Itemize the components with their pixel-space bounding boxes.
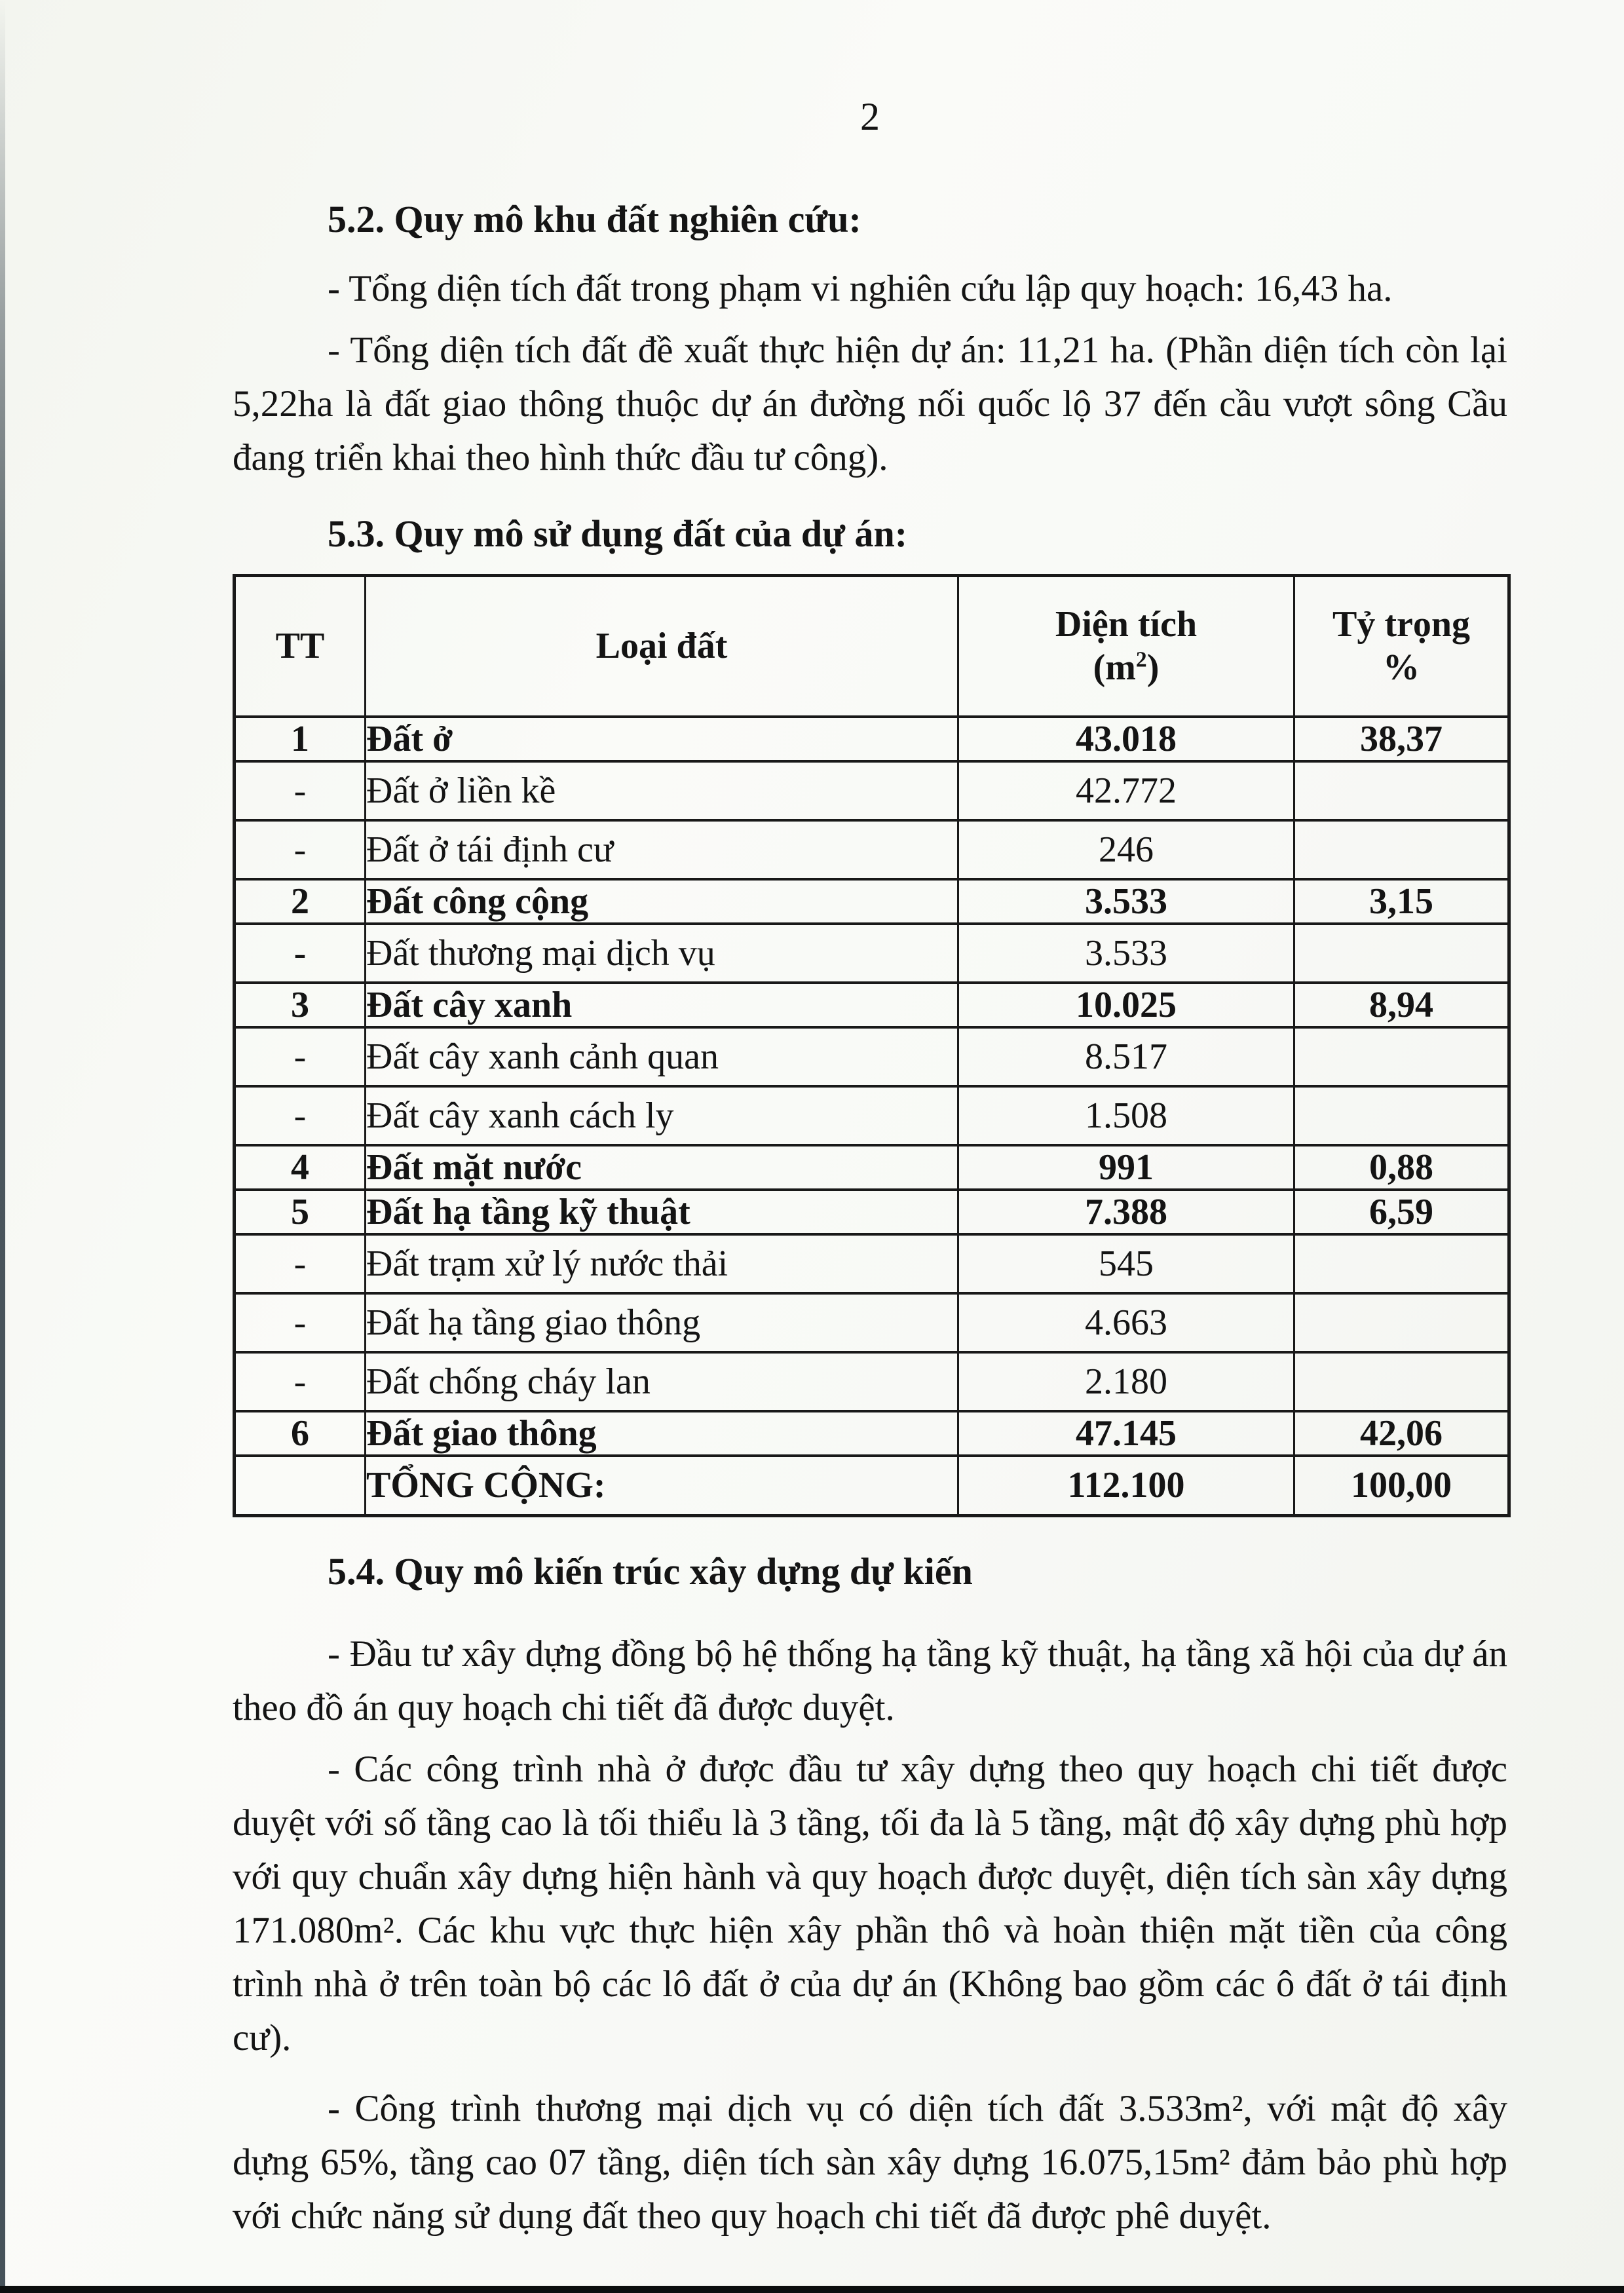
row-area: 1.508: [958, 1086, 1294, 1145]
row-tt: 6: [235, 1411, 366, 1456]
row-tt: [235, 1456, 366, 1516]
scan-bottom-edge: [0, 2286, 1624, 2293]
header-area-line1: Diện tích: [1055, 604, 1198, 645]
header-ratio-line2: %: [1383, 647, 1420, 689]
row-tt: 2: [235, 879, 366, 924]
section-5-2-item-1: - Tổng diện tích đất trong phạm vi nghiên cứu lập quy hoạch: 16,43 ha.: [328, 268, 1393, 309]
header-cell-ratio: [1294, 576, 1509, 717]
table-row: [235, 761, 1509, 820]
row-label: Đất hạ tầng giao thông: [366, 1293, 958, 1352]
section-5-4-paragraph-1: - Đầu tư xây dựng đồng bộ hệ thống hạ tầng kỹ thuật, hạ tầng xã hội của dự án theo đồ án quy hoạch chi tiết đã được duyệt.: [233, 1633, 1507, 1728]
row-pct: [1294, 820, 1509, 879]
table-row: [235, 924, 1509, 983]
table-row: [235, 1145, 1509, 1190]
row-label: Đất mặt nước: [366, 1145, 958, 1190]
row-tt: -: [235, 1352, 366, 1411]
table-row: [235, 1234, 1509, 1293]
table-row: [235, 983, 1509, 1027]
row-pct: [1294, 1234, 1509, 1293]
row-pct: 38,37: [1294, 717, 1509, 761]
section-5-3-heading: 5.3. Quy mô sử dụng đất của dự án:: [328, 512, 908, 555]
row-area: 246: [958, 820, 1294, 879]
row-tt: -: [235, 1086, 366, 1145]
row-tt: -: [235, 1027, 366, 1086]
row-area: 112.100: [958, 1456, 1294, 1516]
table-row: [235, 820, 1509, 879]
section-5-2-heading: 5.2. Quy mô khu đất nghiên cứu:: [328, 198, 861, 240]
row-label: Đất cây xanh cảnh quan: [366, 1027, 958, 1086]
row-area: 43.018: [958, 717, 1294, 761]
section-5-4-paragraph-2: - Các công trình nhà ở được đầu tư xây dựng theo quy hoạch chi tiết được duyệt với số tầng cao là tối thiểu là 3 tầng, tối đa là 5 tầng, mật độ xây dựng phù hợp với quy chuẩn xây dựng hiện hành và quy hoạch được duyệt, diện tích sàn xây dựng 171.080m². Các khu vực thực hiện xây phần thô và hoàn thiện mặt tiền của công trình nhà ở trên toàn bộ các lô đất ở của dự án (Không bao gồm các ô đất ở tái định cư).: [233, 1749, 1507, 2058]
row-area: 4.663: [958, 1293, 1294, 1352]
row-pct: 3,15: [1294, 879, 1509, 924]
row-area: 10.025: [958, 983, 1294, 1027]
row-pct: 42,06: [1294, 1411, 1509, 1456]
row-pct: [1294, 1086, 1509, 1145]
row-pct: [1294, 1293, 1509, 1352]
row-pct: 0,88: [1294, 1145, 1509, 1190]
header-cell-tt: TT: [235, 576, 366, 717]
row-tt: 4: [235, 1145, 366, 1190]
row-label: Đất cây xanh: [366, 983, 958, 1027]
table-row: [235, 1293, 1509, 1352]
row-label: Đất chống cháy lan: [366, 1352, 958, 1411]
header-cell-area: [958, 576, 1294, 717]
table-row: [235, 717, 1509, 761]
row-area: 545: [958, 1234, 1294, 1293]
row-pct: [1294, 761, 1509, 820]
row-label: Đất ở liền kề: [366, 761, 958, 820]
row-tt: 3: [235, 983, 366, 1027]
row-pct: 6,59: [1294, 1190, 1509, 1234]
row-area: 2.180: [958, 1352, 1294, 1411]
row-label: Đất ở: [366, 717, 958, 761]
row-label: Đất cây xanh cách ly: [366, 1086, 958, 1145]
header-area-line2: [1093, 647, 1160, 688]
table-row: [235, 1190, 1509, 1234]
section-5-4-paragraph-3: - Công trình thương mại dịch vụ có diện tích đất 3.533m², với mật độ xây dựng 65%, tầng cao 07 tầng, diện tích sàn xây dựng 16.075,15m² đảm bảo phù hợp với chức năng sử dụng đất theo quy hoạch chi tiết đã được phê duyệt.: [233, 2088, 1507, 2237]
header-area-unit-pre: (m: [1093, 647, 1136, 689]
header-cell-land-type: Loại đất: [366, 576, 958, 717]
row-label: Đất hạ tầng kỹ thuật: [366, 1190, 958, 1234]
row-tt: -: [235, 1234, 366, 1293]
row-tt: -: [235, 1293, 366, 1352]
table-body: [235, 717, 1509, 1516]
table-header-row: [235, 576, 1509, 717]
row-area: 42.772: [958, 761, 1294, 820]
section-5-2-item-2: - Tổng diện tích đất đề xuất thực hiện dự án: 11,21 ha. (Phần diện tích còn lại 5,22ha là đất giao thông thuộc dự án đường nối quốc lộ 37 đến cầu vượt sông Cầu đang triển khai theo hình thức đầu tư công).: [233, 330, 1507, 478]
table-row: [235, 1086, 1509, 1145]
row-tt: -: [235, 924, 366, 983]
table-row: [235, 1027, 1509, 1086]
row-tt: -: [235, 820, 366, 879]
row-tt: -: [235, 761, 366, 820]
row-area: 8.517: [958, 1027, 1294, 1086]
row-label: Đất thương mại dịch vụ: [366, 924, 958, 983]
row-area: 991: [958, 1145, 1294, 1190]
row-label: Đất giao thông: [366, 1411, 958, 1456]
table-row: [235, 1456, 1509, 1516]
scan-left-edge: [0, 0, 5, 2293]
row-area: 7.388: [958, 1190, 1294, 1234]
table-row: [235, 879, 1509, 924]
page-number: 2: [860, 95, 880, 138]
row-pct: 8,94: [1294, 983, 1509, 1027]
row-label: Đất trạm xử lý nước thải: [366, 1234, 958, 1293]
row-pct: 100,00: [1294, 1456, 1509, 1516]
row-label: TỔNG CỘNG:: [366, 1456, 958, 1516]
document-content: [233, 0, 1507, 2243]
row-area: 47.145: [958, 1411, 1294, 1456]
row-tt: 1: [235, 717, 366, 761]
section-5-4-heading: 5.4. Quy mô kiến trúc xây dựng dự kiến: [328, 1550, 973, 1593]
table-row: [235, 1411, 1509, 1456]
land-use-table: [233, 574, 1511, 1517]
row-tt: 5: [235, 1190, 366, 1234]
row-area: 3.533: [958, 879, 1294, 924]
row-pct: [1294, 1027, 1509, 1086]
header-ratio-line1: Tỷ trọng: [1332, 604, 1470, 645]
header-area-unit-post: ): [1146, 647, 1160, 689]
row-area: 3.533: [958, 924, 1294, 983]
row-label: Đất công cộng: [366, 879, 958, 924]
header-area-unit-sup: 2: [1135, 647, 1147, 672]
row-label: Đất ở tái định cư: [366, 820, 958, 879]
row-pct: [1294, 1352, 1509, 1411]
row-pct: [1294, 924, 1509, 983]
table-row: [235, 1352, 1509, 1411]
